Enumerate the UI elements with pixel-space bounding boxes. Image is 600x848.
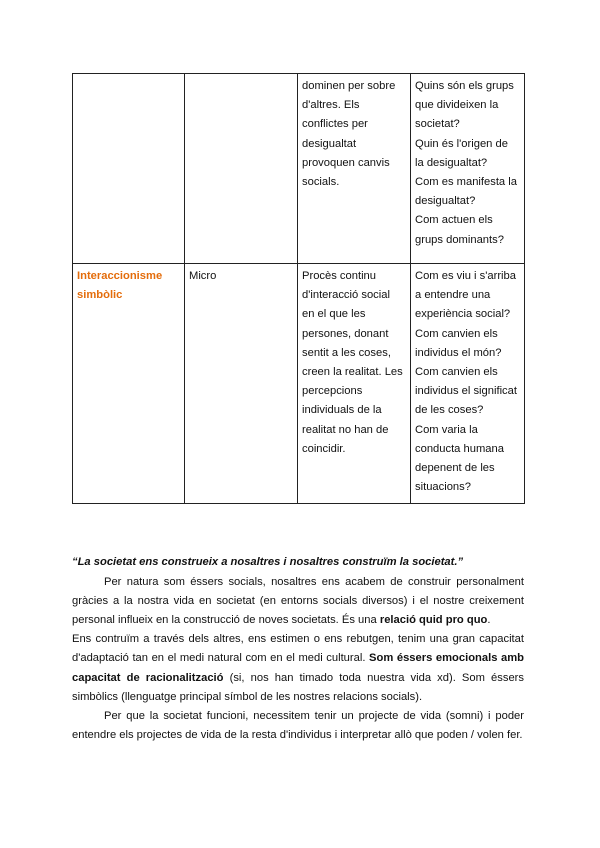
description-line: persones, donant [302,327,389,340]
question-line: Quins són els grups [415,80,514,92]
description-line: sentit a les coses, [302,346,391,359]
question-line: Com canvien els [415,327,498,340]
question-line: experiència social? [415,308,511,321]
paragraph-2 [72,630,524,706]
theories-table [72,73,525,504]
description-line: d'altres. Els [302,99,360,112]
paragraph-1 [72,573,524,630]
question-line: individus el món? [415,346,502,359]
question-line: individus el significat [415,385,517,398]
question-line: situacions? [415,481,471,494]
theory-cell [73,264,185,504]
description-cell [298,74,411,264]
question-line: Com es viu i s'arriba [415,270,516,282]
description-line: individuals de la [302,404,382,417]
questions-cell [411,264,525,504]
question-line: a entendre una [415,289,491,302]
description-line: provoquen canvis [302,156,390,169]
theory-name: simbòlic [77,289,123,302]
paragraph-2-bold: Som éssers emocionals amb capacitat de racionalització [72,652,525,684]
description-line: realitat no han de [302,423,389,436]
description-line: desigualtat [302,137,357,150]
question-line: Quin és l'origen de [415,137,508,150]
question-line: Com canvien els [415,366,498,379]
description-line: creen la realitat. Les [302,366,403,379]
description-line: coincidir. [302,442,346,455]
question-line: Com varia la [415,423,478,436]
paragraph-2-text: Ens contruïm a través dels altres, ens estimen o ens rebutgen, tenim una gran capacitat d'adaptació tan en el medi natural com en el medi cultural. [72,633,524,665]
question-line: societat? [415,118,460,131]
table-row [73,74,525,264]
question-line: Com es manifesta la [415,176,517,189]
description-line: percepcions [302,385,363,398]
description-line: conflictes per [302,118,368,131]
paragraph-1-end: . [487,614,491,627]
description-cell [298,264,411,504]
paragraph-2-text-end: (si, nos han timado toda nuestra vida xd). Som éssers simbòlics (llenguatge principal símbol de les nostres relacions socials). [72,671,524,703]
description-line: socials. [302,176,340,189]
description-line: dominen per sobre [302,80,396,92]
question-line: conducta humana [415,442,504,455]
quote: “La societat ens construeix a nosaltres i nosaltres construïm la societat.” [72,556,464,568]
question-line: Com actuen els [415,214,493,227]
table-row [73,264,525,504]
theory-cell [73,74,185,264]
level-value: Micro [189,270,217,282]
question-line: grups dominants? [415,233,504,246]
description-line: en el que les [302,308,366,321]
questions-cell [411,74,525,264]
question-line: desigualtat? [415,195,476,208]
body-text [72,553,524,745]
level-cell [185,74,298,264]
description-line: d'interacció social [302,289,390,302]
description-line: Procès continu [302,270,377,282]
level-cell [185,264,298,504]
question-line: depenent de les [415,462,495,475]
theory-name: Interaccionisme [77,270,163,282]
question-line: que divideixen la [415,99,499,112]
paragraph-3: Per que la societat funcioni, necessitem tenir un projecte de vida (somni) i poder entendre els projectes de vida de la resta d'individus i interpretar allò que poden / volen fer. [72,709,524,741]
paragraph-1-text: Per natura som éssers socials, nosaltres ens acabem de construir personalment gràcies a la nostra vida en societat (en entorns socials diversos) i el nostre creixement personal influeix en la construcció de noves societats. És una [72,576,524,627]
paragraph-1-bold: relació quid pro quo [379,614,488,627]
question-line: la desigualtat? [415,156,488,169]
question-line: de les coses? [415,404,484,417]
